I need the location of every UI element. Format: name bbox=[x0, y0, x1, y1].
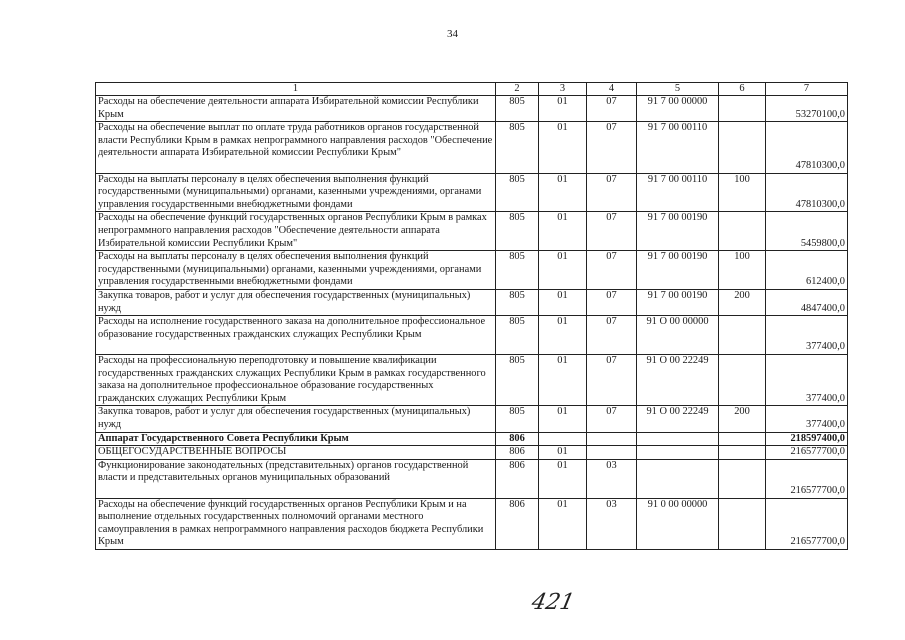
row-expense-type bbox=[719, 122, 766, 173]
row-name: Расходы на исполнение государственного заказа на дополнительное профессиональное образование государственных гражданских служащих Республики Крым bbox=[96, 316, 496, 355]
row-name: Расходы на обеспечение функций государственных органов Республики Крым и на выполнение отдельных государственных полномочий органами местного самоуправления в рамках непрограммного направления расходов бюджета Республики Крым bbox=[96, 498, 496, 549]
row-amount: 377400,0 bbox=[766, 354, 848, 405]
row-amount: 47810300,0 bbox=[766, 173, 848, 212]
row-amount: 47810300,0 bbox=[766, 122, 848, 173]
column-header: 6 bbox=[719, 83, 766, 96]
row-ved: 805 bbox=[496, 122, 539, 173]
row-expense-type: 100 bbox=[719, 251, 766, 290]
row-ved: 806 bbox=[496, 432, 539, 446]
row-name: Расходы на обеспечение функций государственных органов Республики Крым в рамках непрограммного направления расходов "Обеспечение деятельности аппарата Избирательной комиссии Республики Крым" bbox=[96, 212, 496, 251]
row-target-article bbox=[637, 459, 719, 498]
row-ved: 805 bbox=[496, 212, 539, 251]
budget-table bbox=[95, 82, 848, 550]
row-ved: 805 bbox=[496, 96, 539, 122]
row-amount: 377400,0 bbox=[766, 316, 848, 355]
row-subsection bbox=[587, 446, 637, 460]
row-subsection: 07 bbox=[587, 354, 637, 405]
row-ved: 805 bbox=[496, 316, 539, 355]
table-row bbox=[96, 446, 848, 460]
row-name: Расходы на выплаты персоналу в целях обеспечения выполнения функций государственными (муниципальными) органами, казенными учреждениями, органами управления государственными внебюджетными фондами bbox=[96, 173, 496, 212]
table-row bbox=[96, 173, 848, 212]
page-number: 34 bbox=[447, 28, 458, 40]
row-target-article: 91 7 00 00190 bbox=[637, 289, 719, 315]
row-subsection: 03 bbox=[587, 498, 637, 549]
row-ved: 805 bbox=[496, 354, 539, 405]
row-section: 01 bbox=[539, 289, 587, 315]
row-expense-type bbox=[719, 212, 766, 251]
row-name: Функционирование законодательных (представительных) органов государственной власти и представительных органов муниципальных образований bbox=[96, 459, 496, 498]
row-target-article: 91 0 00 00000 bbox=[637, 498, 719, 549]
row-ved: 805 bbox=[496, 173, 539, 212]
row-section: 01 bbox=[539, 212, 587, 251]
row-target-article: 91 О 00 22249 bbox=[637, 406, 719, 432]
row-expense-type bbox=[719, 316, 766, 355]
row-amount: 53270100,0 bbox=[766, 96, 848, 122]
row-amount: 5459800,0 bbox=[766, 212, 848, 251]
row-subsection: 07 bbox=[587, 251, 637, 290]
row-expense-type: 200 bbox=[719, 406, 766, 432]
handwritten-page-mark: 421 bbox=[529, 590, 577, 615]
table-row bbox=[96, 96, 848, 122]
row-name: Расходы на обеспечение деятельности аппарата Избирательной комиссии Республики Крым bbox=[96, 96, 496, 122]
row-subsection bbox=[587, 432, 637, 446]
table-row bbox=[96, 122, 848, 173]
row-subsection: 07 bbox=[587, 406, 637, 432]
table-row bbox=[96, 316, 848, 355]
column-header: 1 bbox=[96, 83, 496, 96]
row-target-article: 91 7 00 00110 bbox=[637, 173, 719, 212]
row-section: 01 bbox=[539, 316, 587, 355]
row-name: Расходы на профессиональную переподготовку и повышение квалификации государственных гражданских служащих Республики Крым в рамках государственного заказа на дополнительное профессиональное образование государственных гражданских служащих Республики Крым bbox=[96, 354, 496, 405]
row-expense-type bbox=[719, 498, 766, 549]
row-section: 01 bbox=[539, 96, 587, 122]
row-target-article: 91 О 00 22249 bbox=[637, 354, 719, 405]
row-target-article bbox=[637, 432, 719, 446]
row-section: 01 bbox=[539, 251, 587, 290]
row-expense-type bbox=[719, 446, 766, 460]
row-amount: 218597400,0 bbox=[766, 432, 848, 446]
table-row bbox=[96, 354, 848, 405]
row-amount: 216577700,0 bbox=[766, 459, 848, 498]
table-row bbox=[96, 212, 848, 251]
row-name: Закупка товаров, работ и услуг для обеспечения государственных (муниципальных) нужд bbox=[96, 406, 496, 432]
row-section: 01 bbox=[539, 354, 587, 405]
table-row bbox=[96, 432, 848, 446]
row-amount: 216577700,0 bbox=[766, 498, 848, 549]
row-name: Расходы на обеспечение выплат по оплате труда работников органов государственной власти Республики Крым в рамках непрограммного направления расходов "Обеспечение деятельности аппарата Избирательной комиссии Республики Крым" bbox=[96, 122, 496, 173]
row-expense-type bbox=[719, 354, 766, 405]
row-target-article: 91 7 00 00190 bbox=[637, 251, 719, 290]
row-section bbox=[539, 432, 587, 446]
row-section: 01 bbox=[539, 122, 587, 173]
row-target-article bbox=[637, 446, 719, 460]
row-subsection: 07 bbox=[587, 122, 637, 173]
row-ved: 805 bbox=[496, 289, 539, 315]
row-ved: 805 bbox=[496, 251, 539, 290]
row-subsection: 07 bbox=[587, 289, 637, 315]
row-ved: 806 bbox=[496, 459, 539, 498]
row-target-article: 91 О 00 00000 bbox=[637, 316, 719, 355]
row-name: Расходы на выплаты персоналу в целях обеспечения выполнения функций государственными (муниципальными) органами, казенными учреждениями, органами управления государственными внебюджетными фондами bbox=[96, 251, 496, 290]
table-header-row bbox=[96, 83, 848, 96]
row-section: 01 bbox=[539, 406, 587, 432]
column-header: 4 bbox=[587, 83, 637, 96]
row-target-article: 91 7 00 00110 bbox=[637, 122, 719, 173]
row-section: 01 bbox=[539, 173, 587, 212]
row-expense-type: 100 bbox=[719, 173, 766, 212]
column-header: 2 bbox=[496, 83, 539, 96]
row-section: 01 bbox=[539, 498, 587, 549]
row-section: 01 bbox=[539, 446, 587, 460]
row-expense-type bbox=[719, 432, 766, 446]
row-ved: 806 bbox=[496, 446, 539, 460]
row-amount: 612400,0 bbox=[766, 251, 848, 290]
row-subsection: 07 bbox=[587, 316, 637, 355]
table-row bbox=[96, 498, 848, 549]
row-name: ОБЩЕГОСУДАРСТВЕННЫЕ ВОПРОСЫ bbox=[96, 446, 496, 460]
row-subsection: 03 bbox=[587, 459, 637, 498]
column-header: 7 bbox=[766, 83, 848, 96]
column-header: 3 bbox=[539, 83, 587, 96]
row-subsection: 07 bbox=[587, 212, 637, 251]
table-row bbox=[96, 251, 848, 290]
row-name: Аппарат Государственного Совета Республики Крым bbox=[96, 432, 496, 446]
table-row bbox=[96, 406, 848, 432]
row-amount: 216577700,0 bbox=[766, 446, 848, 460]
row-name: Закупка товаров, работ и услуг для обеспечения государственных (муниципальных) нужд bbox=[96, 289, 496, 315]
row-subsection: 07 bbox=[587, 96, 637, 122]
row-subsection: 07 bbox=[587, 173, 637, 212]
row-target-article: 91 7 00 00190 bbox=[637, 212, 719, 251]
row-expense-type: 200 bbox=[719, 289, 766, 315]
table-row bbox=[96, 289, 848, 315]
row-expense-type bbox=[719, 459, 766, 498]
row-amount: 377400,0 bbox=[766, 406, 848, 432]
column-header: 5 bbox=[637, 83, 719, 96]
row-target-article: 91 7 00 00000 bbox=[637, 96, 719, 122]
row-section: 01 bbox=[539, 459, 587, 498]
row-ved: 805 bbox=[496, 406, 539, 432]
row-ved: 806 bbox=[496, 498, 539, 549]
row-amount: 4847400,0 bbox=[766, 289, 848, 315]
table-row bbox=[96, 459, 848, 498]
row-expense-type bbox=[719, 96, 766, 122]
